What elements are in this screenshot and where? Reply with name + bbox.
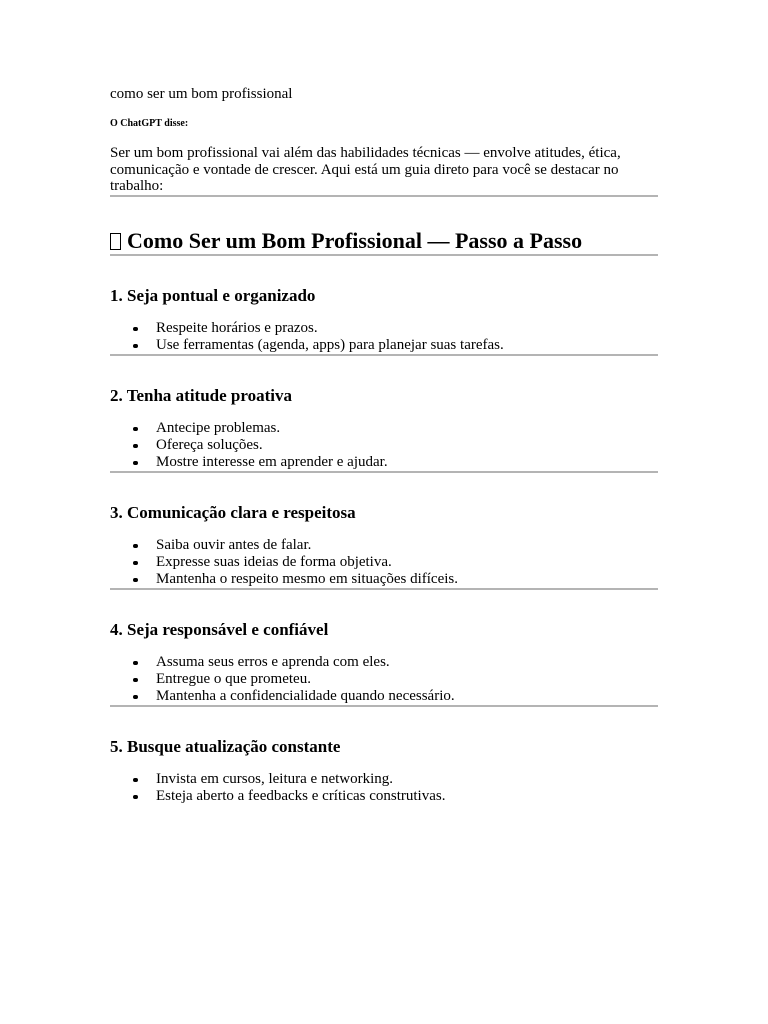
section-title: 1. Seja pontual e organizado (110, 285, 316, 305)
user-prompt: como ser um bom profissional (110, 86, 293, 102)
list-item: Assuma seus erros e aprenda com eles. (156, 654, 658, 671)
speaker-label: O ChatGPT disse: (110, 118, 189, 129)
bullet-list (110, 420, 658, 471)
document-page (110, 85, 658, 805)
bullet-list (110, 320, 658, 354)
bullet-list (110, 537, 658, 588)
section-title: 2. Tenha atitude proativa (110, 385, 293, 405)
missing-glyph-icon (110, 233, 121, 250)
bullet-list (110, 771, 658, 805)
list-item: Saiba ouvir antes de falar. (156, 537, 658, 554)
list-item: Invista em cursos, leitura e networking. (156, 771, 658, 788)
list-item: Expresse suas ideias de forma objetiva. (156, 554, 658, 571)
main-title (110, 228, 658, 254)
divider (110, 354, 658, 356)
list-item: Ofereça soluções. (156, 437, 658, 454)
list-item: Antecipe problemas. (156, 420, 658, 437)
section (110, 620, 658, 707)
intro-paragraph: Ser um bom profissional vai além das habilidades técnicas — envolve atitudes, ética, comunicação e vontade de crescer. Aqui está um guia direto para você se destacar no trabalho: (110, 145, 621, 194)
list-item: Mantenha o respeito mesmo em situações difíceis. (156, 571, 658, 588)
divider (110, 195, 658, 197)
section (110, 737, 658, 805)
section (110, 386, 658, 473)
section (110, 286, 658, 356)
list-item: Entregue o que prometeu. (156, 671, 658, 688)
section-title: 4. Seja responsável e confiável (110, 619, 329, 639)
divider (110, 254, 658, 256)
section-title: 5. Busque atualização constante (110, 736, 341, 756)
bullet-list (110, 654, 658, 705)
list-item: Esteja aberto a feedbacks e críticas construtivas. (156, 788, 658, 805)
list-item: Respeite horários e prazos. (156, 320, 658, 337)
divider (110, 588, 658, 590)
main-title-text: Como Ser um Bom Profissional — Passo a Passo (127, 227, 583, 253)
section-title: 3. Comunicação clara e respeitosa (110, 502, 356, 522)
list-item: Mostre interesse em aprender e ajudar. (156, 454, 658, 471)
divider (110, 705, 658, 707)
divider (110, 471, 658, 473)
list-item: Mantenha a confidencialidade quando necessário. (156, 688, 658, 705)
section (110, 503, 658, 590)
list-item: Use ferramentas (agenda, apps) para planejar suas tarefas. (156, 337, 658, 354)
